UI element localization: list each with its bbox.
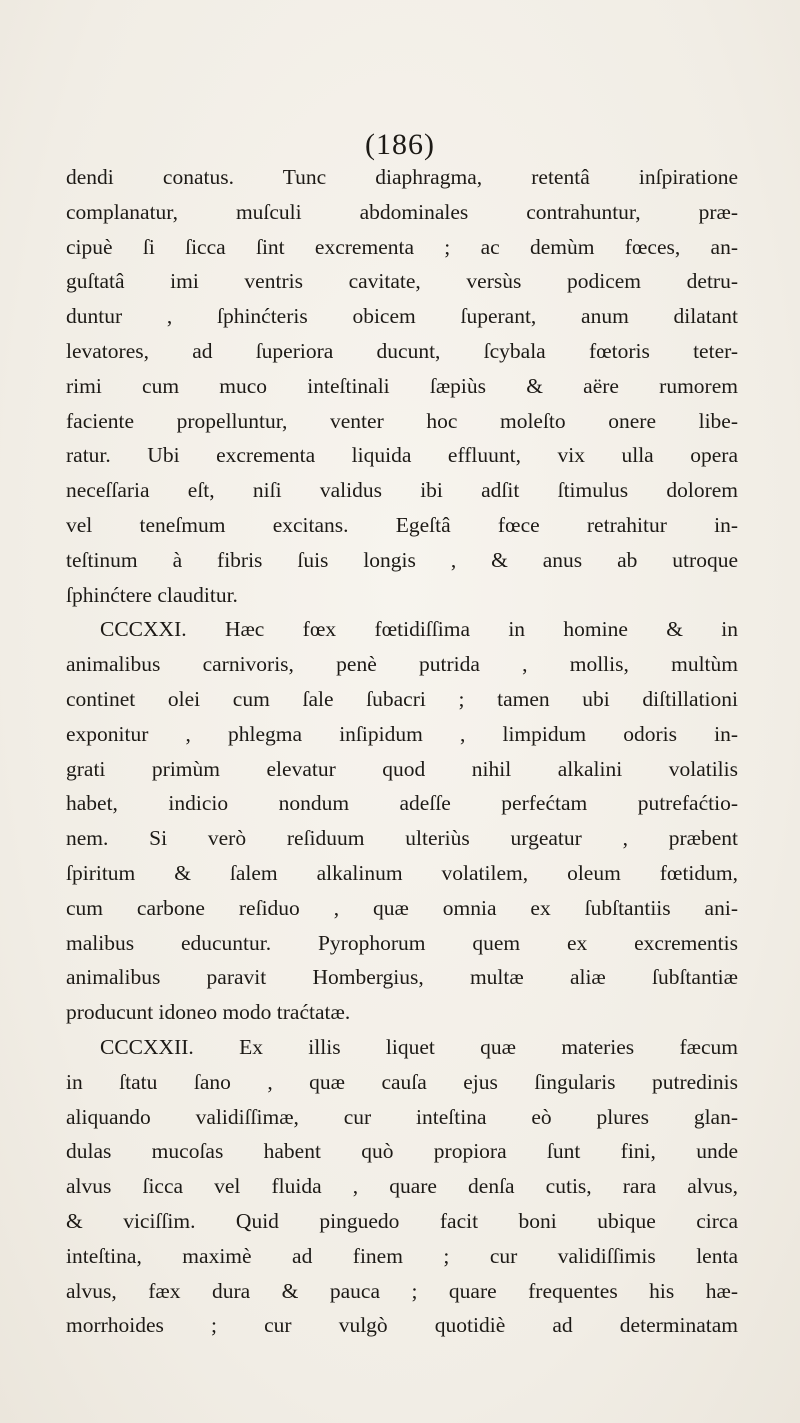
text-line: nem. Si verò reſiduum ulteriùs urgeatur , præbent (66, 826, 738, 851)
text-line: guſtatâ imi ventris cavitate, versùs podicem detru- (66, 269, 738, 294)
text-line: levatores, ad ſuperiora ducunt, ſcybala fœtoris teter- (66, 338, 738, 363)
text-line: rimi cum muco inteſtinali ſæpiùs & aëre rumorem (66, 373, 738, 398)
text-line: continet olei cum ſale ſubacri ; tamen ubi diſtillationi (66, 686, 738, 711)
page-number: (186) (365, 128, 435, 161)
text-line: in ſtatu ſano , quæ cauſa ejus ſingularis putredinis (66, 1069, 738, 1094)
text-line: animalibus carnivoris, penè putrida , mollis, multùm (66, 652, 738, 677)
text-line: exponitur , phlegma inſipidum , limpidum odoris in- (66, 721, 738, 746)
text-line: & viciſſim. Quid pinguedo facit boni ubique circa (66, 1208, 738, 1233)
text-line: grati primùm elevatur quod nihil alkalini volatilis (66, 756, 738, 781)
text-line: inteſtina, maximè ad finem ; cur validiſſimis lenta (66, 1243, 738, 1268)
text-line: producunt idoneo modo traćtatæ. (66, 1000, 351, 1025)
text-line: dendi conatus. Tunc diaphragma, retentâ inſpiratione (66, 165, 738, 189)
text-line: ſpiritum & ſalem alkalinum volatilem, oleum fœtidum, (66, 860, 738, 885)
text-line: neceſſaria eſt, niſi validus ibi adſit ſtimulus dolorem (66, 478, 738, 503)
text-line: malibus educuntur. Pyrophorum quem ex excrementis (66, 930, 738, 955)
text-line: morrhoides ; cur vulgò quotidiè ad determinatam (66, 1313, 738, 1338)
body-text (66, 160, 738, 1343)
text-line: faciente propelluntur, venter hoc moleſto onere libe- (66, 408, 738, 433)
text-line: animalibus paravit Hombergius, multæ aliæ ſubſtantiæ (66, 965, 738, 990)
text-line: CCCXXI. Hæc fœx fœtidiſſima in homine & in (100, 617, 738, 642)
text-line: cipuè ſi ſicca ſint excrementa ; ac demùm fœces, an- (66, 234, 738, 259)
text-line: ſphinćtere clauditur. (66, 582, 238, 607)
text-line: dulas mucoſas habent quò propiora ſunt fini, unde (66, 1139, 738, 1164)
text-line: complanatur, muſculi abdominales contrahuntur, præ- (66, 199, 738, 224)
text-line: duntur , ſphinćteris obicem ſuperant, anum dilatant (66, 304, 738, 329)
text-line: habet, indicio nondum adeſſe perfećtam putrefaćtio- (66, 791, 738, 816)
text-line: cum carbone reſiduo , quæ omnia ex ſubſtantiis ani- (66, 895, 738, 920)
text-line: CCCXXII. Ex illis liquet quæ materies fæcum (100, 1034, 738, 1059)
text-line: teſtinum à fibris ſuis longis , & anus ab utroque (66, 547, 738, 572)
text-line: alvus, fæx dura & pauca ; quare frequentes his hæ- (66, 1278, 738, 1303)
text-line: aliquando validiſſimæ, cur inteſtina eò plures glan- (66, 1104, 738, 1129)
text-line: alvus ſicca vel fluida , quare denſa cutis, rara alvus, (66, 1174, 738, 1199)
text-line: ratur. Ubi excrementa liquida effluunt, vix ulla opera (66, 443, 738, 468)
text-line: vel teneſmum excitans. Egeſtâ fœce retrahitur in- (66, 512, 738, 537)
